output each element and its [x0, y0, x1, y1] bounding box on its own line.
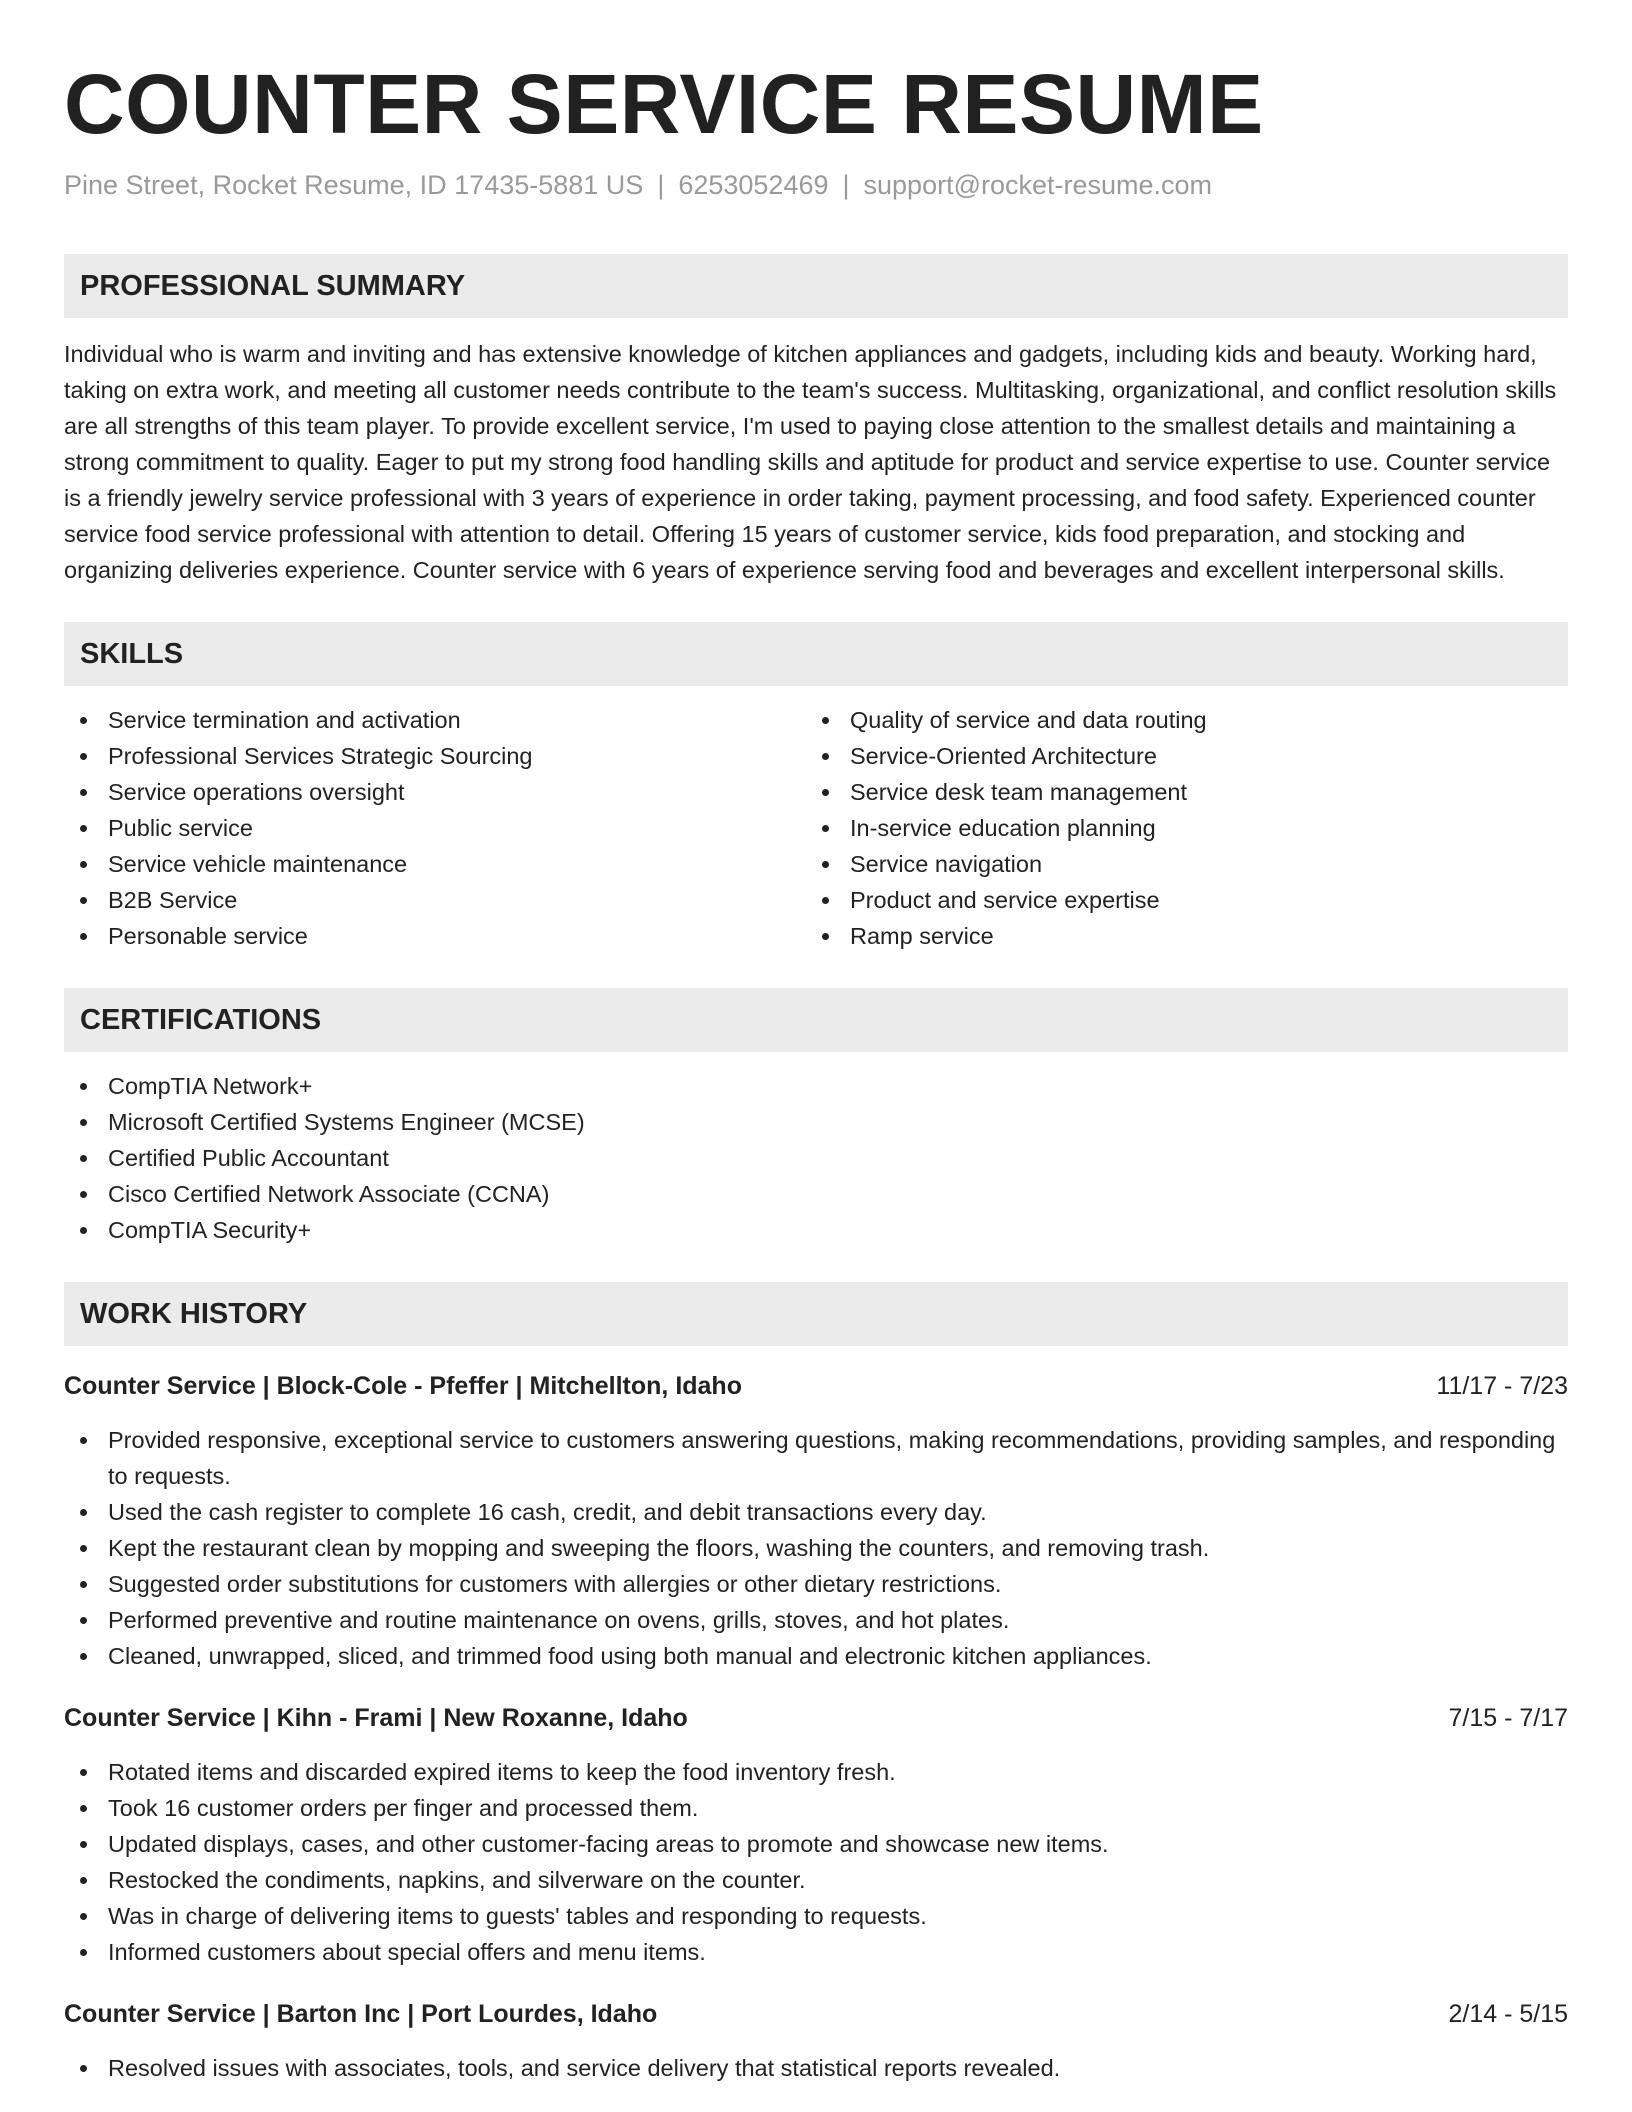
list-item-text: Professional Services Strategic Sourcing	[108, 743, 533, 769]
list-item-text: Used the cash register to complete 16 cash, credit, and debit transactions every day.	[108, 1499, 987, 1525]
bullet-icon	[80, 933, 87, 940]
list-item-text: Service termination and activation	[108, 707, 461, 733]
bullet-icon	[822, 717, 829, 724]
bullet-icon	[80, 1119, 87, 1126]
contact-separator: |	[657, 170, 665, 200]
bullet-icon	[80, 861, 87, 868]
job-bullets	[64, 2050, 1568, 2086]
list-item-text: Kept the restaurant clean by mopping and sweeping the floors, washing the counters, and removing trash.	[108, 1535, 1210, 1561]
job-header	[64, 1996, 1568, 2032]
bullet-icon	[80, 1509, 87, 1516]
contact-separator: |	[842, 170, 850, 200]
bullet-icon	[80, 1191, 87, 1198]
section-heading-certifications: CERTIFICATIONS	[64, 988, 1568, 1052]
list-item-text: Informed customers about special offers and menu items.	[108, 1939, 706, 1965]
list-item	[64, 702, 806, 738]
list-item-text: Microsoft Certified Systems Engineer (MCSE)	[108, 1109, 585, 1135]
list-item-text: Cisco Certified Network Associate (CCNA)	[108, 1181, 550, 1207]
list-item	[64, 1212, 1568, 1248]
job-dates: 7/15 - 7/17	[1448, 1704, 1568, 1732]
bullet-icon	[80, 1653, 87, 1660]
bullet-icon	[80, 1545, 87, 1552]
bullet-icon	[80, 1877, 87, 1884]
list-item	[64, 1104, 1568, 1140]
list-item	[806, 774, 1548, 810]
bullet-icon	[80, 1949, 87, 1956]
contact-address: Pine Street, Rocket Resume, ID 17435-5881 US	[64, 170, 644, 200]
bullet-icon	[80, 1083, 87, 1090]
bullet-icon	[822, 789, 829, 796]
list-item-text: CompTIA Security+	[108, 1217, 312, 1243]
list-item	[64, 1754, 1568, 1790]
list-item-text: Service vehicle maintenance	[108, 851, 408, 877]
bullet-icon	[80, 825, 87, 832]
job-title: Counter Service | Kihn - Frami | New Roxanne, Idaho	[64, 1704, 688, 1732]
job-entry	[64, 1368, 1568, 1674]
bullet-icon	[80, 789, 87, 796]
section-heading-summary: PROFESSIONAL SUMMARY	[64, 254, 1568, 318]
bullet-icon	[80, 1841, 87, 1848]
list-item	[64, 774, 806, 810]
section-heading-skills: SKILLS	[64, 622, 1568, 686]
contact-line	[64, 168, 1568, 202]
list-item-text: B2B Service	[108, 887, 238, 913]
skills-list-right	[806, 702, 1548, 954]
list-item-text: Provided responsive, exceptional service to customers answering questions, making recommendations, providing samples, and responding to requests.	[108, 1427, 1556, 1489]
job-dates: 2/14 - 5/15	[1448, 2000, 1568, 2028]
list-item-text: Product and service expertise	[850, 887, 1160, 913]
list-item	[806, 882, 1548, 918]
summary-text: Individual who is warm and inviting and has extensive knowledge of kitchen appliances and gadgets, including kids and beauty. Working hard, taking on extra work, and meeting all customer needs contribute to the team's success. Multitasking, organizational, and conflict resolution skills are all strengths of this team player. To provide excellent service, I'm used to paying close attention to the smallest details and maintaining a strong commitment to quality. Eager to put my strong food handling skills and aptitude for product and service expertise to use. Counter service is a friendly jewelry service professional with 3 years of experience in order taking, payment processing, and food safety. Experienced counter service food service professional with attention to detail. Offering 15 years of customer service, kids food preparation, and stocking and organizing deliveries experience. Counter service with 6 years of experience serving food and beverages and excellent interpersonal skills.	[64, 341, 1557, 583]
bullet-icon	[80, 1155, 87, 1162]
list-item	[64, 738, 806, 774]
list-item	[64, 810, 806, 846]
list-item	[64, 1790, 1568, 1826]
bullet-icon	[822, 753, 829, 760]
list-item	[64, 1140, 1568, 1176]
list-item-text: In-service education planning	[850, 815, 1156, 841]
bullet-icon	[80, 897, 87, 904]
list-item	[64, 1068, 1568, 1104]
bullet-icon	[80, 1913, 87, 1920]
list-item	[806, 738, 1548, 774]
job-entry	[64, 1996, 1568, 2086]
list-item-text: Service navigation	[850, 851, 1043, 877]
job-title: Counter Service | Block-Cole - Pfeffer | Mitchellton, Idaho	[64, 1372, 742, 1400]
list-item-text: Suggested order substitutions for customers with allergies or other dietary restrictions.	[108, 1571, 1002, 1597]
list-item-text: Public service	[108, 815, 253, 841]
bullet-icon	[80, 1617, 87, 1624]
list-item	[64, 1422, 1568, 1494]
list-item	[64, 1566, 1568, 1602]
bullet-icon	[80, 1769, 87, 1776]
job-entry	[64, 1700, 1568, 1970]
bullet-icon	[822, 861, 829, 868]
bullet-icon	[80, 1227, 87, 1234]
job-title: Counter Service | Barton Inc | Port Lourdes, Idaho	[64, 2000, 658, 2028]
resume-title: COUNTER SERVICE RESUME	[64, 57, 1264, 151]
list-item	[64, 1530, 1568, 1566]
skills-columns	[64, 702, 1568, 954]
list-item-text: Rotated items and discarded expired items to keep the food inventory fresh.	[108, 1759, 896, 1785]
bullet-icon	[80, 717, 87, 724]
section-heading-work-history: WORK HISTORY	[64, 1282, 1568, 1346]
list-item-text: Cleaned, unwrapped, sliced, and trimmed food using both manual and electronic kitchen appliances.	[108, 1643, 1152, 1669]
list-item-text: Updated displays, cases, and other customer-facing areas to promote and showcase new items.	[108, 1831, 1109, 1857]
list-item-text: Ramp service	[850, 923, 994, 949]
list-item	[806, 702, 1548, 738]
list-item	[806, 918, 1548, 954]
contact-phone: 6253052469	[678, 170, 829, 200]
certifications-list	[64, 1068, 1568, 1248]
list-item	[64, 918, 806, 954]
list-item-text: Service-Oriented Architecture	[850, 743, 1157, 769]
list-item-text: Service desk team management	[850, 779, 1187, 805]
list-item-text: Certified Public Accountant	[108, 1145, 389, 1171]
list-item	[64, 2050, 1568, 2086]
bullet-icon	[822, 933, 829, 940]
bullet-icon	[80, 2065, 87, 2072]
job-bullets	[64, 1422, 1568, 1674]
list-item	[64, 882, 806, 918]
list-item	[64, 1862, 1568, 1898]
list-item	[64, 846, 806, 882]
list-item-text: CompTIA Network+	[108, 1073, 313, 1099]
list-item-text: Restocked the condiments, napkins, and silverware on the counter.	[108, 1867, 806, 1893]
resume-page	[64, 0, 1568, 2086]
list-item	[64, 1494, 1568, 1530]
job-dates: 11/17 - 7/23	[1436, 1372, 1568, 1400]
job-bullets	[64, 1754, 1568, 1970]
skills-list-left	[64, 702, 806, 954]
list-item	[64, 1934, 1568, 1970]
job-header	[64, 1700, 1568, 1736]
list-item	[64, 1898, 1568, 1934]
list-item-text: Resolved issues with associates, tools, and service delivery that statistical reports revealed.	[108, 2055, 1061, 2081]
list-item-text: Personable service	[108, 923, 308, 949]
list-item	[806, 810, 1548, 846]
list-item	[64, 1176, 1568, 1212]
list-item-text: Service operations oversight	[108, 779, 405, 805]
bullet-icon	[80, 1437, 87, 1444]
job-header	[64, 1368, 1568, 1404]
bullet-icon	[80, 1581, 87, 1588]
contact-email: support@rocket-resume.com	[863, 170, 1213, 200]
bullet-icon	[80, 1805, 87, 1812]
list-item-text: Was in charge of delivering items to guests' tables and responding to requests.	[108, 1903, 927, 1929]
bullet-icon	[80, 753, 87, 760]
work-history-list	[64, 1368, 1568, 2086]
list-item	[806, 846, 1548, 882]
list-item-text: Performed preventive and routine maintenance on ovens, grills, stoves, and hot plates.	[108, 1607, 1010, 1633]
list-item	[64, 1638, 1568, 1674]
list-item	[64, 1826, 1568, 1862]
bullet-icon	[822, 897, 829, 904]
list-item	[64, 1602, 1568, 1638]
list-item-text: Quality of service and data routing	[850, 707, 1207, 733]
list-item-text: Took 16 customer orders per finger and processed them.	[108, 1795, 699, 1821]
bullet-icon	[822, 825, 829, 832]
